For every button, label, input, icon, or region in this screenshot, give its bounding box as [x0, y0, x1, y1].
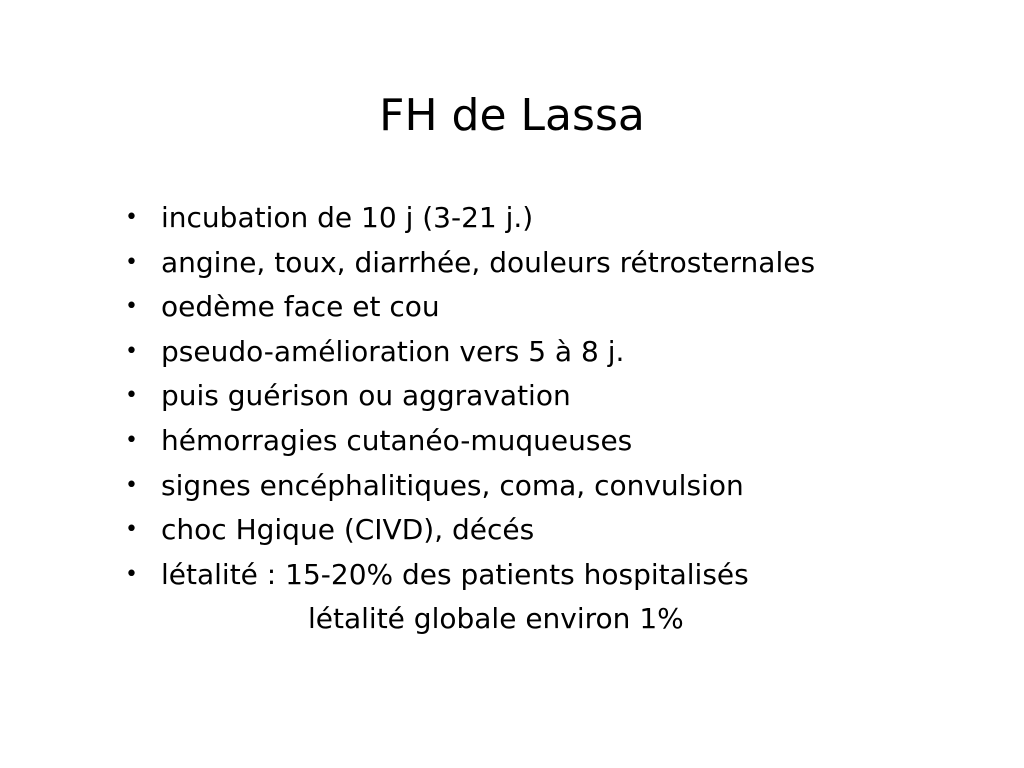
list-item [125, 464, 815, 509]
bullet-icon: • [125, 249, 138, 275]
list-item [125, 196, 815, 241]
list-item-text: hémorragies cutanéo-muqueuses [161, 423, 633, 457]
list-item-text: puis guérison ou aggravation [161, 379, 571, 413]
bullet-icon: • [125, 517, 138, 543]
list-item-text: choc Hgique (CIVD), décés [161, 513, 535, 547]
bullet-icon: • [125, 561, 138, 587]
bullet-icon: • [125, 383, 138, 409]
bullet-icon: • [125, 294, 138, 320]
list-item [125, 330, 815, 375]
list-item-text: pseudo-amélioration vers 5 à 8 j. [161, 334, 625, 368]
list-item [125, 241, 815, 286]
bullet-icon: • [125, 472, 138, 498]
list-item-text: signes encéphalitiques, coma, convulsion [161, 468, 744, 502]
bullet-list [125, 196, 815, 642]
list-item-text: incubation de 10 j (3-21 j.) [161, 201, 534, 234]
list-item-continuation: létalité globale environ 1% [308, 602, 684, 636]
list-item [125, 374, 815, 419]
bullet-icon: • [125, 205, 138, 230]
bullet-icon: • [125, 338, 138, 364]
bullet-icon: • [125, 427, 138, 453]
list-item [125, 553, 815, 598]
list-item-text: létalité : 15-20% des patients hospitalisés [161, 557, 749, 591]
list-item [125, 285, 815, 330]
slide-title: FH de Lassa [379, 90, 645, 141]
list-item [125, 419, 815, 464]
list-item-text: angine, toux, diarrhée, douleurs rétrosternales [161, 245, 816, 279]
list-item [125, 508, 815, 553]
list-item-text: oedème face et cou [161, 290, 440, 324]
